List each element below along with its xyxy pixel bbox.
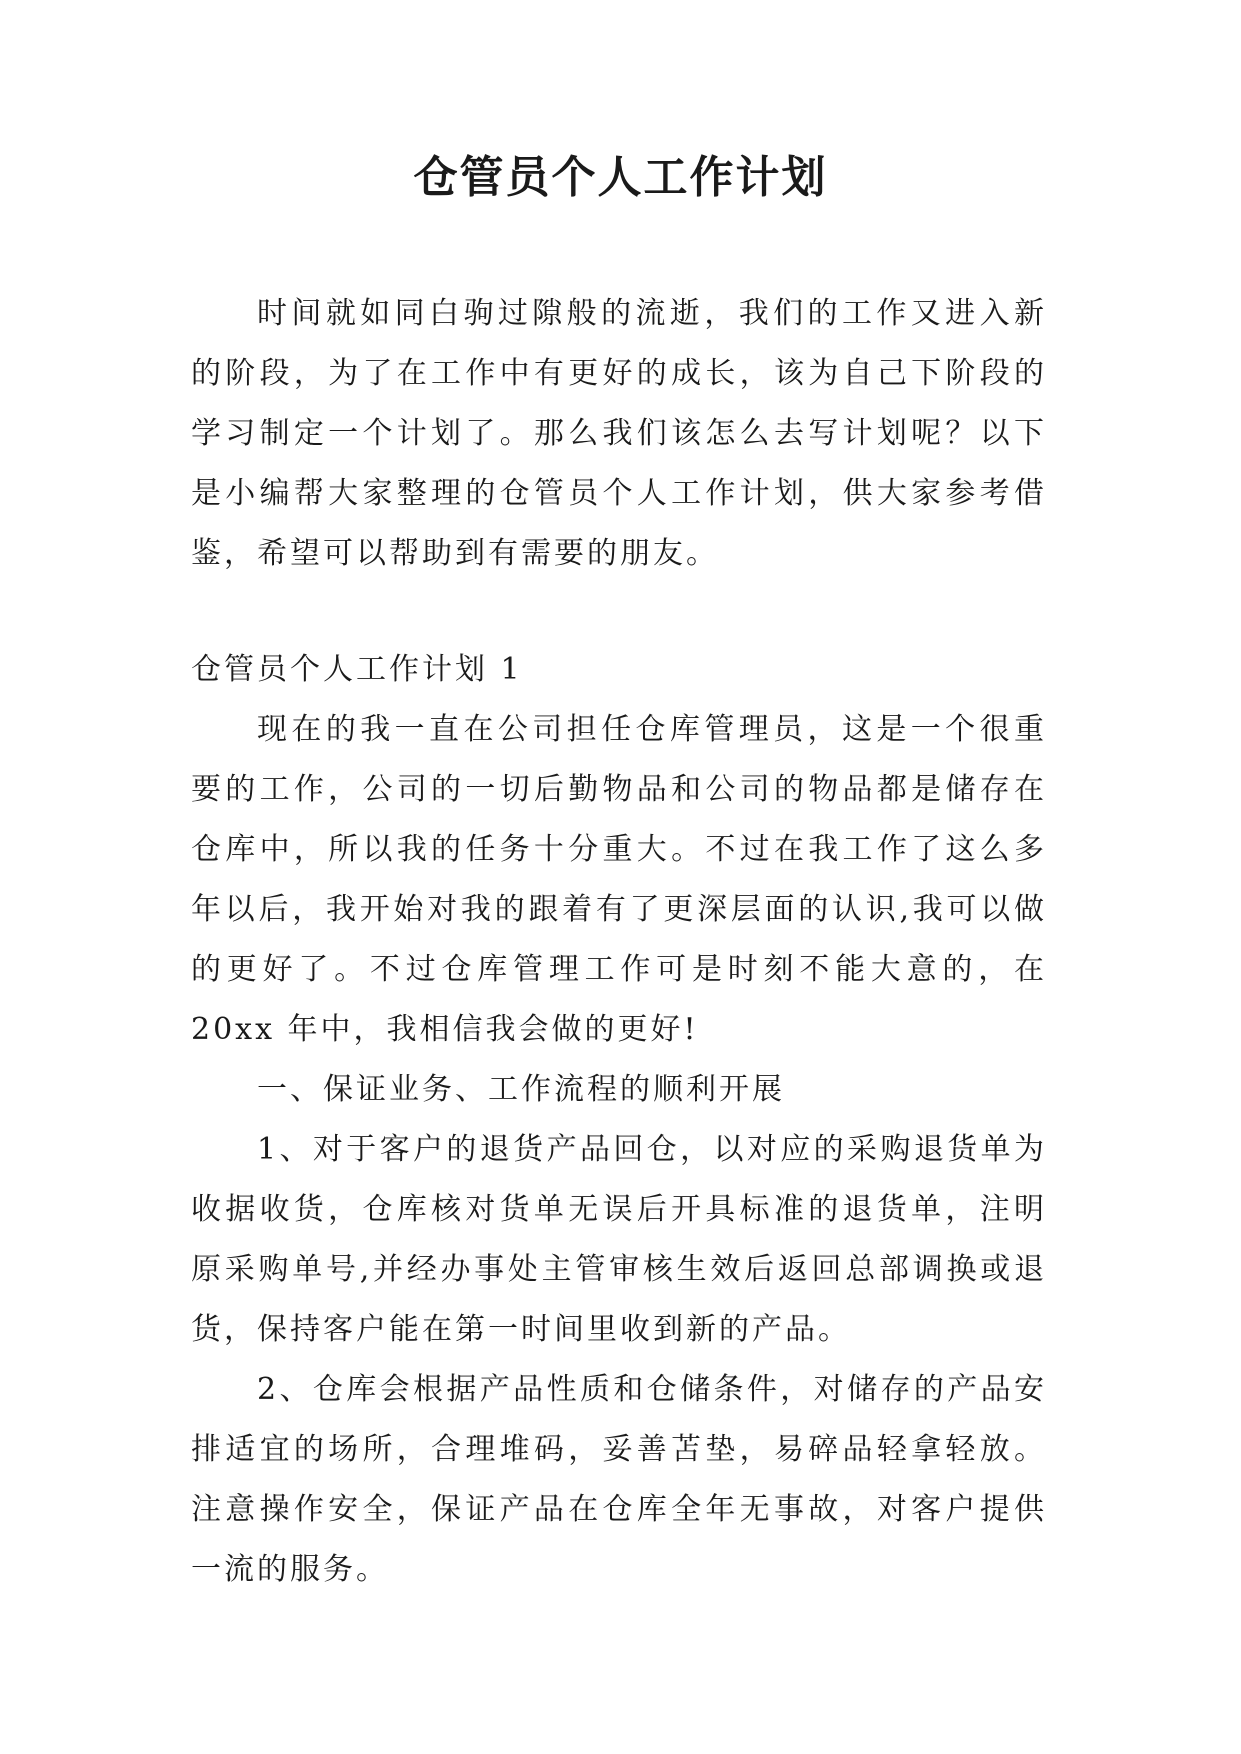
document-title: 仓管员个人工作计划 — [413, 152, 828, 203]
list-item-1: 1、对于客户的退货产品回仓，以对应的采购退货单为收据收货，仓库核对货单无误后开具标准的退货单，注明原采购单号,并经办事处主管审核生效后返回总部调换或退货，保持客户能在第一时间里收到新的产品。 — [191, 1132, 1047, 1347]
body-paragraph-1: 现在的我一直在公司担任仓库管理员，这是一个很重要的工作，公司的一切后勤物品和公司的物品都是储存在仓库中，所以我的任务十分重大。不过在我工作了这么多年以后，我开始对我的跟着有了更深层面的认识,我可以做的更好了。不过仓库管理工作可是时刻不能大意的，在 20xx 年中，我相信我会做的更好! — [191, 712, 1047, 1047]
intro-paragraph: 时间就如同白驹过隙般的流逝，我们的工作又进入新的阶段，为了在工作中有更好的成长，该为自己下阶段的学习制定一个计划了。那么我们该怎么去写计划呢？以下是小编帮大家整理的仓管员个人工作计划，供大家参考借鉴，希望可以帮助到有需要的朋友。 — [191, 296, 1047, 571]
section-heading: 仓管员个人工作计划 1 — [191, 652, 523, 687]
item-heading: 一、保证业务、工作流程的顺利开展 — [257, 1072, 785, 1107]
list-item-2: 2、仓库会根据产品性质和仓储条件，对储存的产品安排适宜的场所，合理堆码，妥善苫垫，易碎品轻拿轻放。注意操作安全，保证产品在仓库全年无事故，对客户提供一流的服务。 — [191, 1372, 1047, 1587]
